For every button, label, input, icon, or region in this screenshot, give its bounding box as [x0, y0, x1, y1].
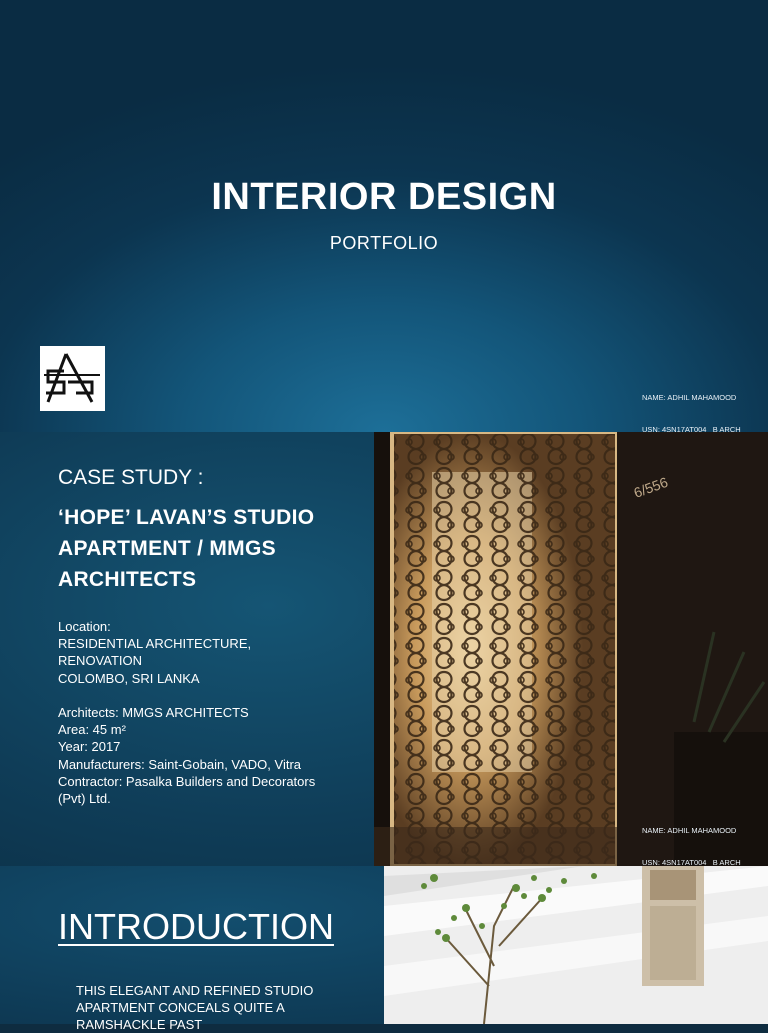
door-number: 6/556	[631, 473, 670, 501]
location-line-2: RENOVATION	[58, 653, 143, 669]
title-slide	[0, 0, 768, 432]
architects-line: Architects: MMGS ARCHITECTS	[58, 705, 249, 720]
courtyard-photo	[384, 866, 768, 1024]
portfolio-title: INTERIOR DESIGN	[211, 176, 557, 218]
case-study-title: ‘HOPE’ LAVAN’S STUDIO APARTMENT / MMGS ARCHITECTS	[58, 506, 315, 591]
sa-logo-icon	[40, 346, 105, 411]
contractor-line-1: Contractor: Pasalka Builders and Decorators	[58, 773, 316, 789]
location-line-3: COLOMBO, SRI LANKA	[58, 670, 200, 686]
student-usn: USN: 4SN17AT004 B ARCH	[642, 424, 741, 432]
student-info	[642, 372, 741, 432]
student-name: NAME: ADHIL MAHAMOOD	[642, 826, 737, 835]
project-details	[58, 618, 348, 807]
student-usn: USN: 4SN17AT004 B ARCH	[642, 857, 741, 867]
manufacturers-line: Manufacturers: Saint-Gobain, VADO, Vitra	[58, 756, 302, 772]
contractor-line-2: (Pvt) Ltd.	[58, 791, 111, 807]
introduction-text: THIS ELEGANT AND REFINED STUDIO APARTMENT CONCEALS QUITE A RAMSHACKLE PAST	[76, 983, 314, 1032]
year-line: Year: 2017	[58, 739, 121, 755]
introduction-heading: INTRODUCTION	[58, 906, 334, 947]
entrance-door-photo	[374, 432, 768, 866]
student-name: NAME: ADHIL MAHAMOOD	[642, 393, 737, 402]
portfolio-subtitle: PORTFOLIO	[329, 233, 439, 253]
location-label: Location:	[58, 619, 111, 634]
case-study-label: CASE STUDY :	[58, 466, 204, 489]
area-line: Area: 45 m²	[58, 722, 126, 738]
location-line-1: RESIDENTIAL ARCHITECTURE,	[58, 636, 252, 652]
school-logo	[40, 346, 105, 411]
